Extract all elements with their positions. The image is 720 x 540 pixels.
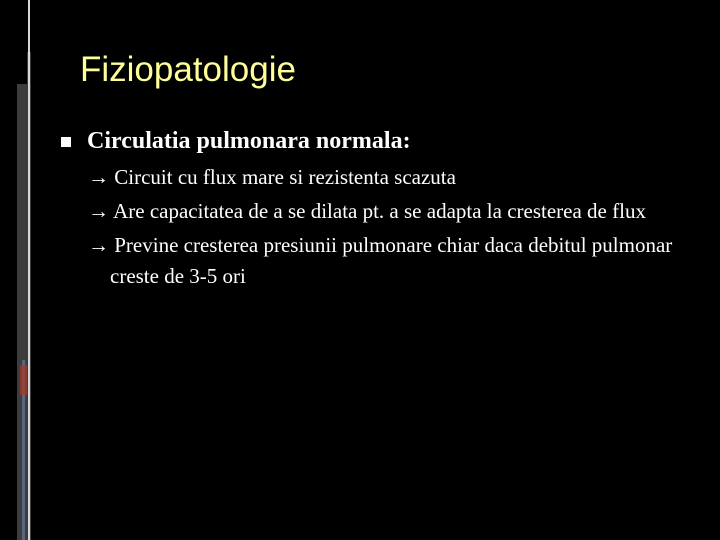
bullet-heading: Circulatia pulmonara normala: (87, 128, 411, 154)
slide-body (60, 124, 690, 295)
title-marker-block (17, 52, 27, 84)
bullet-item (60, 124, 690, 158)
sub-bullet-item: → Circuit cu flux mare si rezistenta scazuta (88, 165, 456, 189)
left-decoration-red-block (20, 365, 27, 395)
slide-title: Fiziopatologie (80, 50, 296, 89)
sub-bullet-item: → Are capacitatea de a se dilata pt. a se adapta la cresterea de flux (88, 199, 646, 223)
sub-bullet-list (60, 162, 690, 292)
left-decoration-line (28, 0, 30, 540)
square-bullet-icon (61, 137, 71, 147)
sub-bullet-item: → Previne cresterea presiunii pulmonare chiar daca debitul pulmonar creste de 3-5 ori (88, 233, 673, 288)
